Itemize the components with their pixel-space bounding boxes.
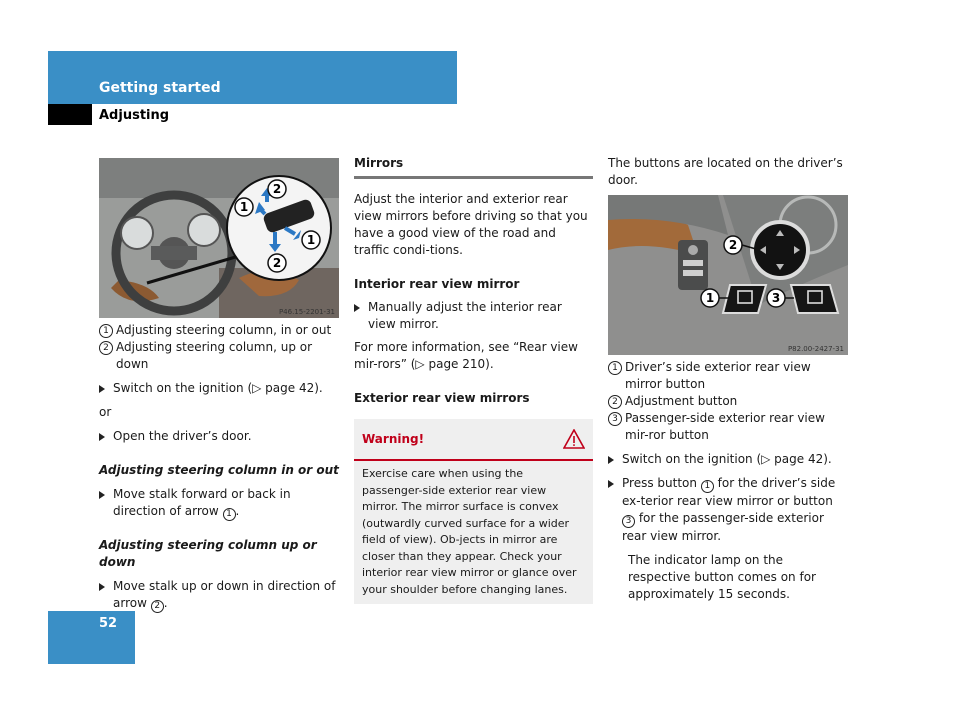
callout-2: 2 (728, 238, 738, 252)
mirrors-intro: Adjust the interior and exterior rear view mirrors before driving so that you have a good view of the road and traffic condi-tions. (354, 192, 588, 257)
callout-2-top: 2 (272, 182, 282, 196)
legend-item: 2 Adjusting steering column, up or down (99, 339, 339, 373)
column-mirror-buttons (608, 155, 848, 603)
exterior-mirror-heading: Exterior rear view mirrors (354, 391, 530, 405)
indicator-note: The indicator lamp on the respective button comes on for approximately 15 seconds. (628, 553, 816, 601)
legend-item: 3 Passenger-side exterior rear view mir-ror button (608, 410, 848, 444)
callout-3: 3 (771, 291, 781, 305)
more-info-text: For more information, see “Rear view mir-rors” (▷ page 210). (354, 340, 578, 371)
step-ignition: Switch on the ignition (▷ page 42). (608, 451, 848, 468)
interior-mirror-heading: Interior rear view mirror (354, 277, 520, 291)
figure-code: P46.15-2201-31 (278, 308, 335, 316)
or-text: or (99, 405, 112, 419)
callout-1-left: 1 (239, 200, 249, 214)
legend-item: 1 Adjusting steering column, in or out (99, 322, 339, 339)
warning-title: Warning! (362, 431, 425, 446)
steering-illustration (99, 158, 339, 318)
bullet-arrow-icon (354, 304, 360, 312)
bullet-arrow-icon (99, 385, 105, 393)
warning-text: Exercise care when using the passenger-side exterior rear view mirror. The mirror surface is convex (outwardly curved surface for a wider field of view). Ob-jects in mirror are closer than they appear. Check your interior rear view mirror or glance over your shoulder before changing lanes. (362, 467, 577, 596)
callout-2-bottom: 2 (272, 256, 282, 270)
door-buttons-illustration (608, 195, 848, 355)
step-open-door: Open the driver’s door. (99, 428, 339, 445)
column-steering (99, 158, 339, 613)
mirrors-title: Mirrors (354, 156, 404, 170)
bullet-arrow-icon (608, 456, 614, 464)
page-number: 52 (99, 616, 118, 631)
warning-header (354, 419, 593, 461)
bullet-arrow-icon (99, 433, 105, 441)
warning-triangle-icon (563, 429, 585, 449)
subsection-title: Adjusting (99, 108, 170, 123)
step-press-button: Press button 1 for the driver’s side ex-terior rear view mirror or button 3 for the passenger-side exterior rear view mirror. (608, 475, 848, 545)
header-band (48, 51, 457, 104)
page-number-band (48, 611, 135, 664)
legend-item: 1 Driver’s side exterior rear view mirror button (608, 359, 848, 393)
steering-figure (99, 158, 339, 318)
buttons-intro: The buttons are located on the driver’s door. (608, 156, 843, 187)
bullet-arrow-icon (608, 480, 614, 488)
heading-in-out: Adjusting steering column in or out (99, 463, 339, 477)
column-mirrors (354, 155, 593, 604)
callout-1: 1 (705, 291, 715, 305)
step-up-down: Move stalk up or down in direction of arrow 2 . (99, 578, 339, 613)
figure-code: P82.00-2427-31 (787, 345, 844, 353)
section-title: Getting started (99, 80, 221, 96)
legend-item: 2 Adjustment button (608, 393, 848, 410)
step-interior-mirror: Manually adjust the interior rear view mirror. (354, 299, 593, 333)
door-buttons-figure (608, 195, 848, 355)
warning-box (354, 419, 593, 604)
step-ignition: Switch on the ignition (▷ page 42). (99, 380, 339, 397)
bullet-arrow-icon (99, 583, 105, 591)
bullet-arrow-icon (99, 491, 105, 499)
callout-1-right: 1 (306, 233, 316, 247)
section-tab-marker (48, 104, 92, 125)
step-in-out: Move stalk forward or back in direction of arrow 1 . (99, 486, 339, 521)
title-rule (354, 176, 593, 179)
heading-up-down: Adjusting steering column up or down (99, 538, 317, 569)
